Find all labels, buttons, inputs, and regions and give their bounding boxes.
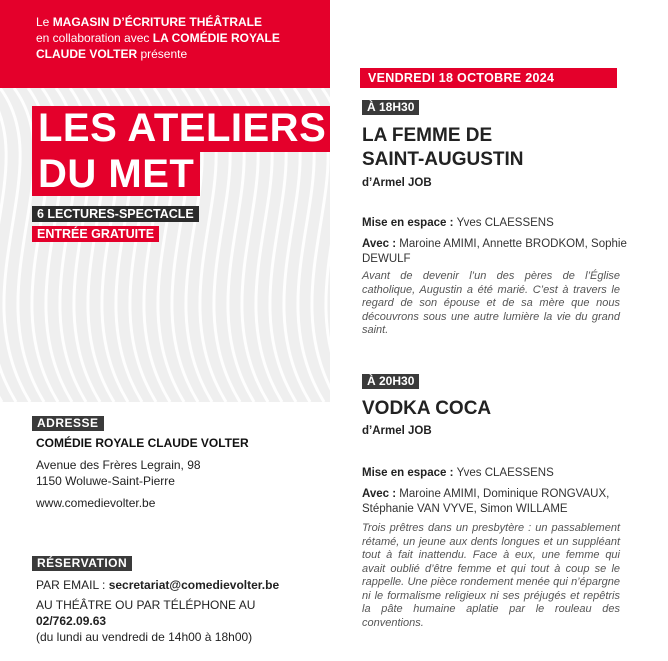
reservation-phone[interactable]: 02/762.09.63 <box>36 614 107 628</box>
venue-city: 1150 Woluwe-Saint-Pierre <box>36 474 175 488</box>
reservation-email-line: PAR EMAIL : secretariat@comedievolter.be <box>36 578 280 592</box>
reservation-phone-label: AU THÉÂTRE OU PAR TÉLÉPHONE AU <box>36 598 256 612</box>
play-2-author: d’Armel JOB <box>362 425 432 437</box>
reservation-label: RÉSERVATION <box>32 556 132 571</box>
play-1-description: Avant de devenir l’un des pères de l’Église catholique, Augustin a été marié. C’est à travers le regard de son épouse et de sa mère que nous découvrons sous une autre lumière la vie du grand saint. <box>362 270 620 336</box>
lectures-tag: 6 LECTURES-SPECTACLE <box>32 206 199 222</box>
event-title-line-2: DU MET <box>32 152 200 196</box>
play-1-time: À 18H30 <box>362 100 419 115</box>
wave-line <box>0 88 2 402</box>
play-1-title: LA FEMME DE SAINT-AUGUSTIN <box>362 125 524 170</box>
free-entry-tag: ENTRÉE GRATUITE <box>32 226 159 242</box>
venue-website-link[interactable]: www.comedievolter.be <box>36 496 156 510</box>
event-title-line-1: LES ATELIERS <box>32 106 332 152</box>
venue-street: Avenue des Frères Legrain, 98 <box>36 458 201 472</box>
play-1-staging: Mise en espace : Yves CLAESSENS <box>362 217 554 229</box>
event-date: VENDREDI 18 OCTOBRE 2024 <box>360 68 617 88</box>
venue-name: COMÉDIE ROYALE CLAUDE VOLTER <box>36 436 249 450</box>
presenter-banner <box>0 0 330 88</box>
play-2-staging: Mise en espace : Yves CLAESSENS <box>362 467 554 479</box>
banner-line-3: CLAUDE VOLTER présente <box>36 47 188 61</box>
play-2-cast: Avec : Maroine AMIMI, Dominique RONGVAUX, Stéphanie VAN VYVE, Simon WILLAME <box>362 488 610 515</box>
reservation-email-link[interactable]: secretariat@comedievolter.be <box>108 578 280 592</box>
play-2-title: VODKA COCA <box>362 398 492 419</box>
address-label: ADRESSE <box>32 416 104 431</box>
play-1-cast: Avec : Maroine AMIMI, Annette BRODKOM, Sophie DEWULF <box>362 238 627 265</box>
banner-line-1: Le MAGASIN D’ÉCRITURE THÉÂTRALE <box>36 15 263 29</box>
reservation-hours: (du lundi au vendredi de 14h00 à 18h00) <box>36 630 253 644</box>
play-2-description: Trois prêtres dans un presbytère : un passablement rétamé, un jeune aux dents longues et un suppléant tout à fait inattendu. Face à eux, une femme qui avait oublié d’être femme et qui tout à coup se le rappelle. Une pièce rondement menée qui n’épargne ni le formalisme religieux ni ses préjugés et repêtris la pâte humaine aplatie par le rouleau des conventions. <box>362 522 620 629</box>
play-2-time: À 20H30 <box>362 374 419 389</box>
banner-line-2: en collaboration avec LA COMÉDIE ROYALE <box>36 31 280 45</box>
play-1-author: d’Armel JOB <box>362 177 432 189</box>
